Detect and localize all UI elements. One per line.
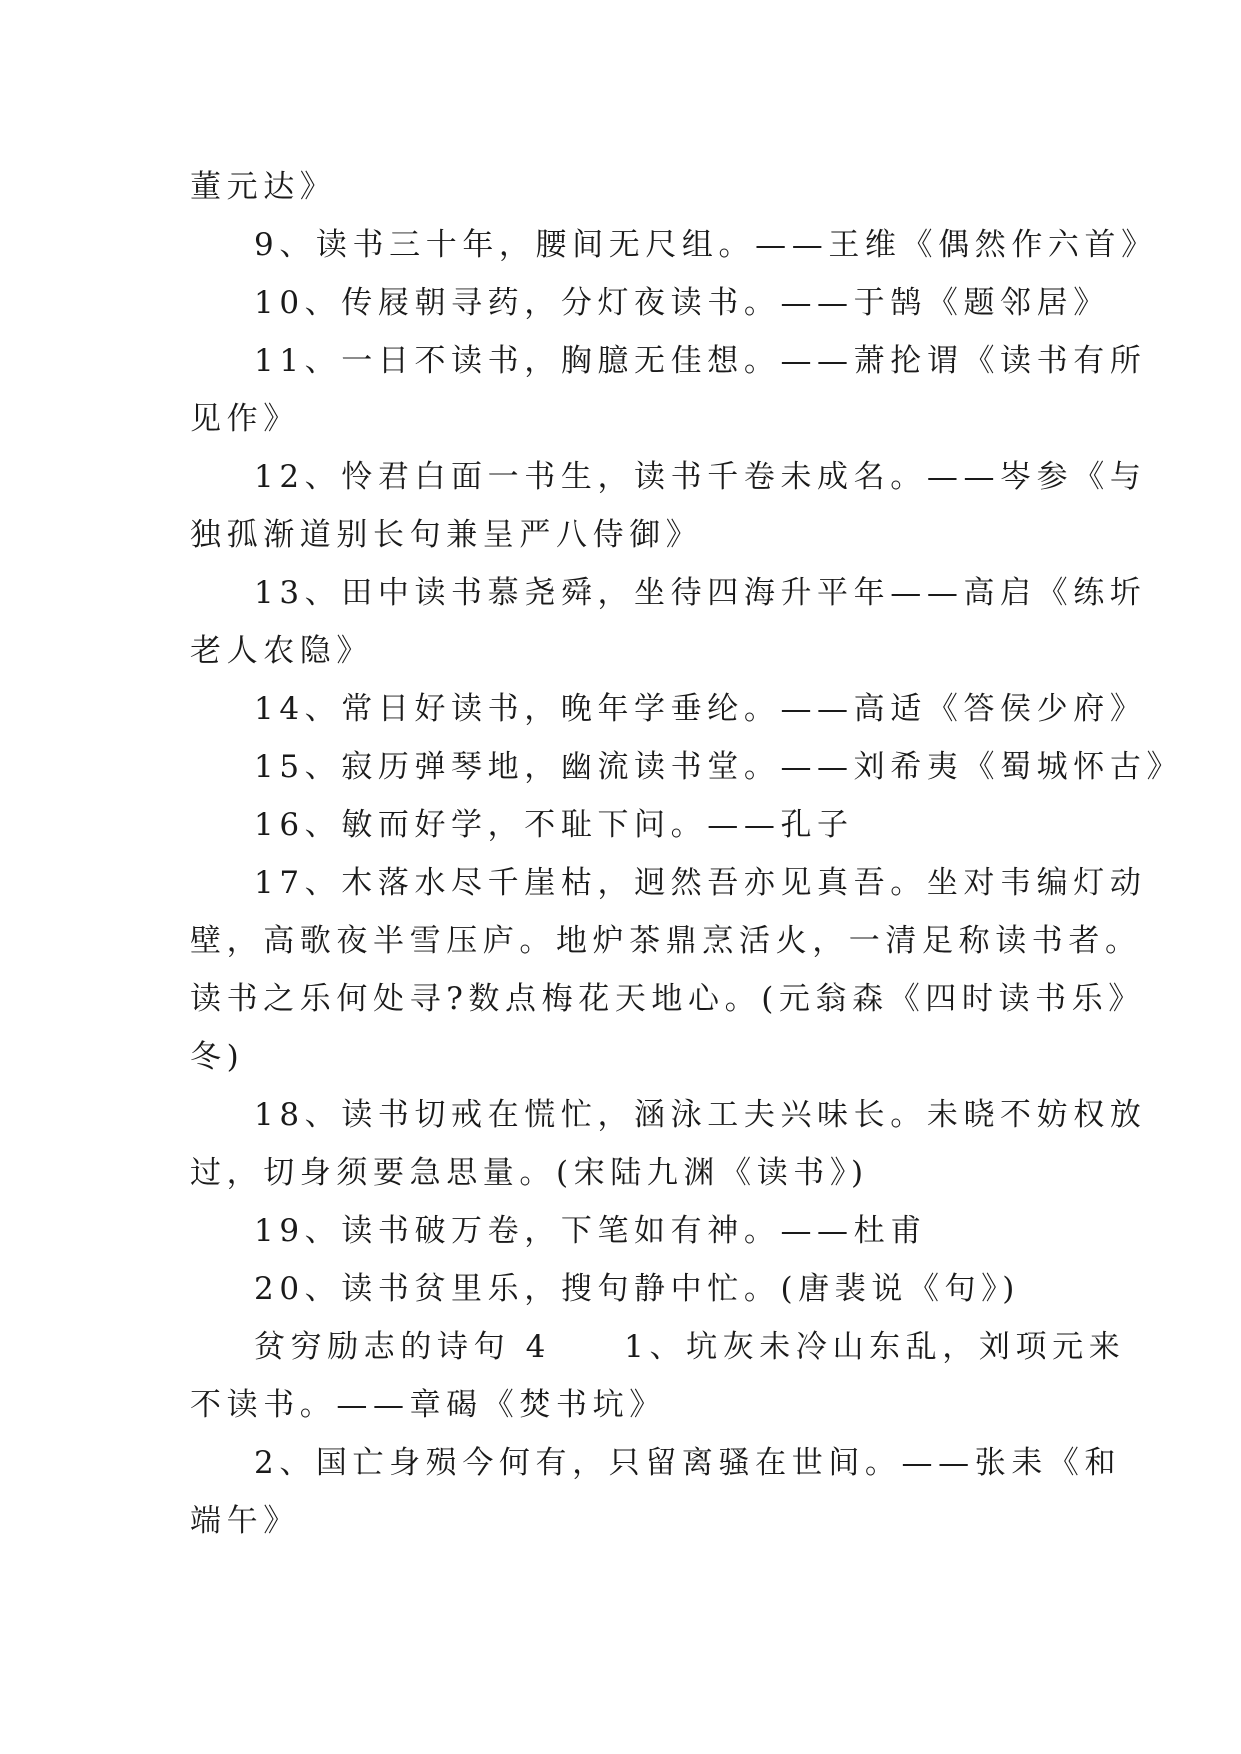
- text-line: 14、常日好读书，晚年学垂纶。——高适《答侯少府》: [254, 691, 1147, 727]
- document-body: [190, 158, 1184, 1550]
- text-line: 董元达》: [190, 169, 337, 205]
- text-line: 10、传屐朝寻药，分灯夜读书。——于鹄《题邻居》: [254, 285, 1110, 321]
- text-line: 19、读书破万卷，下笔如有神。——杜甫: [254, 1213, 927, 1249]
- text-line: 15、寂历弹琴地，幽流读书堂。——刘希夷《蜀城怀古》: [254, 749, 1184, 785]
- text-line: 2、国亡身殒今何有，只留离骚在世间。——张耒《和: [254, 1445, 1122, 1481]
- text-line: 13、田中读书慕尧舜，坐待四海升平年——高启《练圻: [254, 575, 1147, 611]
- text-line: 老人农隐》: [190, 633, 373, 669]
- text-line: 读书之乐何处寻?数点梅花天地心。(元翁森《四时读书乐》: [190, 981, 1145, 1017]
- text-line: 11、一日不读书，胸臆无佳想。——萧抡谓《读书有所: [254, 343, 1147, 379]
- text-line: 不读书。——章碣《焚书坑》: [190, 1387, 666, 1423]
- text-line: 过，切身须要急思量。(宋陆九渊《读书》): [190, 1155, 869, 1191]
- text-line: 壁，高歌夜半雪压庐。地炉茶鼎烹活火，一清足称读书者。: [190, 923, 1142, 959]
- text-line: 端午》: [190, 1503, 300, 1539]
- text-line: 独孤渐道别长句兼呈严八侍御》: [190, 517, 703, 553]
- text-line: 12、怜君白面一书生，读书千卷未成名。——岑参《与: [254, 459, 1147, 495]
- text-line: 20、读书贫里乐，搜句静中忙。(唐裴说《句》): [254, 1271, 1020, 1307]
- text-line: 18、读书切戒在慌忙，涵泳工夫兴味长。未晓不妨权放: [254, 1097, 1147, 1133]
- text-line: 见作》: [190, 401, 300, 437]
- text-line: 16、敏而好学，不耻下问。——孔子: [254, 807, 854, 843]
- text-line: 17、木落水尽千崖枯，迥然吾亦见真吾。坐对韦编灯动: [254, 865, 1147, 901]
- text-line: 冬): [190, 1039, 245, 1075]
- text-line: 贫穷励志的诗句 4 1、坑灰未冷山东乱，刘项元来: [254, 1329, 1126, 1365]
- text-line: 9、读书三十年，腰间无尺组。——王维《偶然作六首》: [254, 227, 1158, 263]
